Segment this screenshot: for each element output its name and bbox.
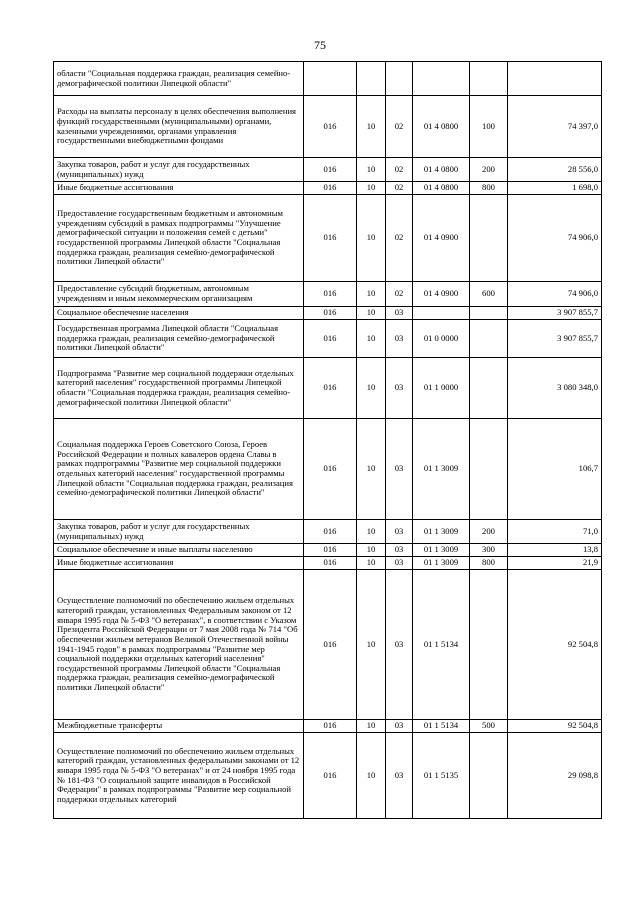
row-expense-type-code: 800 xyxy=(470,182,508,195)
row-target-article-code: 01 1 3009 xyxy=(413,544,470,557)
row-department-code: 016 xyxy=(304,544,357,557)
row-expense-type-code: 200 xyxy=(470,520,508,544)
table-row xyxy=(54,733,602,819)
row-expense-type-code xyxy=(470,419,508,520)
row-target-article-code: 01 4 0900 xyxy=(413,195,470,282)
row-section-code: 10 xyxy=(357,544,386,557)
row-subsection-code: 03 xyxy=(386,307,413,320)
row-amount: 13,8 xyxy=(508,544,602,557)
row-description: Расходы на выплаты персоналу в целях обеспечения выполнения функций государственными (муниципальными) органами, казенными учреждениями, органами управления государственными внебюджетными фондами xyxy=(54,96,304,158)
row-subsection-code: 03 xyxy=(386,358,413,419)
row-subsection-code: 03 xyxy=(386,733,413,819)
row-amount: 92 504,8 xyxy=(508,570,602,720)
row-expense-type-code xyxy=(470,62,508,96)
row-section-code: 10 xyxy=(357,570,386,720)
row-target-article-code: 01 1 5134 xyxy=(413,570,470,720)
row-amount: 1 698,0 xyxy=(508,182,602,195)
row-amount: 74 906,0 xyxy=(508,282,602,307)
row-expense-type-code: 300 xyxy=(470,544,508,557)
row-expense-type-code xyxy=(470,195,508,282)
row-target-article-code: 01 0 0000 xyxy=(413,320,470,358)
row-amount: 21,9 xyxy=(508,557,602,570)
row-section-code: 10 xyxy=(357,419,386,520)
table-row xyxy=(54,419,602,520)
row-department-code: 016 xyxy=(304,320,357,358)
row-target-article-code: 01 4 0900 xyxy=(413,282,470,307)
row-description: Осуществление полномочий по обеспечению жильем отдельных категорий граждан, установленных Федеральным законом от 12 января 1995 года № 5-ФЗ "О ветеранах", в соответствии с Указом Президента Российской Федерации от 7 мая 2008 года № 714 "Об обеспечении жильем ветеранов Великой Отечественной войны 1941-1945 годов" в рамках подпрограммы "Развитие мер социальной поддержки отдельных категорий населения" государственной программы Липецкой области "Социальная поддержка граждан, реализация семейно-демографической политики Липецкой области" xyxy=(54,570,304,720)
row-section-code: 10 xyxy=(357,282,386,307)
row-description: Государственная программа Липецкой области "Социальная поддержка граждан, реализация семейно-демографической политики Липецкой области" xyxy=(54,320,304,358)
row-amount: 92 504,8 xyxy=(508,720,602,733)
table-row xyxy=(54,158,602,182)
row-target-article-code: 01 1 5135 xyxy=(413,733,470,819)
row-department-code: 016 xyxy=(304,307,357,320)
row-description: Иные бюджетные ассигнования xyxy=(54,182,304,195)
row-section-code: 10 xyxy=(357,96,386,158)
row-department-code: 016 xyxy=(304,570,357,720)
table-row xyxy=(54,320,602,358)
row-department-code xyxy=(304,62,357,96)
row-section-code: 10 xyxy=(357,557,386,570)
row-expense-type-code: 100 xyxy=(470,96,508,158)
row-description: Закупка товаров, работ и услуг для государственных (муниципальных) нужд xyxy=(54,520,304,544)
row-description: Закупка товаров, работ и услуг для государственных (муниципальных) нужд xyxy=(54,158,304,182)
row-target-article-code: 01 1 3009 xyxy=(413,419,470,520)
row-description: области "Социальная поддержка граждан, реализация семейно-демографической политики Липецкой области" xyxy=(54,62,304,96)
budget-table xyxy=(53,61,602,819)
row-amount: 74 397,0 xyxy=(508,96,602,158)
row-subsection-code: 02 xyxy=(386,158,413,182)
row-department-code: 016 xyxy=(304,733,357,819)
row-expense-type-code xyxy=(470,733,508,819)
table-row xyxy=(54,62,602,96)
row-subsection-code xyxy=(386,62,413,96)
row-department-code: 016 xyxy=(304,182,357,195)
row-section-code: 10 xyxy=(357,195,386,282)
row-subsection-code: 03 xyxy=(386,720,413,733)
row-section-code xyxy=(357,62,386,96)
row-amount xyxy=(508,62,602,96)
table-row xyxy=(54,720,602,733)
row-subsection-code: 02 xyxy=(386,282,413,307)
row-department-code: 016 xyxy=(304,419,357,520)
row-description: Межбюджетные трансферты xyxy=(54,720,304,733)
row-target-article-code xyxy=(413,307,470,320)
table-row xyxy=(54,570,602,720)
row-amount: 3 907 855,7 xyxy=(508,320,602,358)
row-expense-type-code: 500 xyxy=(470,720,508,733)
row-section-code: 10 xyxy=(357,720,386,733)
row-section-code: 10 xyxy=(357,320,386,358)
row-subsection-code: 03 xyxy=(386,557,413,570)
table-row xyxy=(54,544,602,557)
row-department-code: 016 xyxy=(304,282,357,307)
row-description: Осуществление полномочий по обеспечению жильем отдельных категорий граждан, установленных федеральными законами от 12 января 1995 года № 5-ФЗ "О ветеранах" и от 24 ноября 1995 года № 181-ФЗ "О социальной защите инвалидов в Российской Федерации" в рамках подпрограммы "Развитие мер социальной поддержки отдельных категорий xyxy=(54,733,304,819)
row-target-article-code: 01 1 0000 xyxy=(413,358,470,419)
row-amount: 3 080 348,0 xyxy=(508,358,602,419)
row-target-article-code: 01 1 5134 xyxy=(413,720,470,733)
row-expense-type-code xyxy=(470,358,508,419)
row-department-code: 016 xyxy=(304,358,357,419)
row-department-code: 016 xyxy=(304,557,357,570)
row-expense-type-code xyxy=(470,307,508,320)
row-target-article-code: 01 1 3009 xyxy=(413,520,470,544)
row-amount: 71,0 xyxy=(508,520,602,544)
row-expense-type-code: 200 xyxy=(470,158,508,182)
row-description: Предоставление государственным бюджетным и автономным учреждениям субсидий в рамках подпрограммы "Улучшение демографической ситуации и положения семей с детьми" государственной программы Липецкой области "Социальная поддержка граждан, реализация семейно-демографической политики Липецкой области" xyxy=(54,195,304,282)
row-amount: 3 907 855,7 xyxy=(508,307,602,320)
table-row xyxy=(54,557,602,570)
row-expense-type-code xyxy=(470,570,508,720)
table-body xyxy=(54,62,602,819)
table-row xyxy=(54,307,602,320)
table-row xyxy=(54,358,602,419)
row-description: Иные бюджетные ассигнования xyxy=(54,557,304,570)
row-subsection-code: 03 xyxy=(386,419,413,520)
row-description: Социальное обеспечение и иные выплаты населению xyxy=(54,544,304,557)
row-section-code: 10 xyxy=(357,358,386,419)
row-amount: 74 906,0 xyxy=(508,195,602,282)
table-row xyxy=(54,96,602,158)
row-expense-type-code: 800 xyxy=(470,557,508,570)
row-description: Социальная поддержка Героев Советского Союза, Героев Российской Федерации и полных кавалеров ордена Славы в рамках подпрограммы "Развитие мер социальной поддержки отдельных категорий населения" государственной программы Липецкой области "Социальная поддержка граждан, реализация семейно-демографической политики Липецкой области" xyxy=(54,419,304,520)
row-subsection-code: 03 xyxy=(386,570,413,720)
row-description: Подпрограмма "Развитие мер социальной поддержки отдельных категорий населения" государственной программы Липецкой области "Социальная поддержка граждан, реализация семейно-демографической политики Липецкой области" xyxy=(54,358,304,419)
row-amount: 29 098,8 xyxy=(508,733,602,819)
row-target-article-code: 01 4 0800 xyxy=(413,96,470,158)
row-department-code: 016 xyxy=(304,520,357,544)
row-subsection-code: 02 xyxy=(386,195,413,282)
row-subsection-code: 02 xyxy=(386,182,413,195)
row-section-code: 10 xyxy=(357,733,386,819)
table-row xyxy=(54,195,602,282)
row-amount: 28 556,0 xyxy=(508,158,602,182)
row-subsection-code: 03 xyxy=(386,320,413,358)
row-department-code: 016 xyxy=(304,195,357,282)
row-section-code: 10 xyxy=(357,182,386,195)
row-description: Предоставление субсидий бюджетным, автономным учреждениям и иным некоммерческим организациям xyxy=(54,282,304,307)
row-section-code: 10 xyxy=(357,307,386,320)
row-target-article-code: 01 4 0800 xyxy=(413,158,470,182)
row-section-code: 10 xyxy=(357,520,386,544)
table-row xyxy=(54,520,602,544)
row-section-code: 10 xyxy=(357,158,386,182)
row-amount: 106,7 xyxy=(508,419,602,520)
table-row xyxy=(54,182,602,195)
row-description: Социальное обеспечение населения xyxy=(54,307,304,320)
row-department-code: 016 xyxy=(304,720,357,733)
row-subsection-code: 02 xyxy=(386,96,413,158)
table-row xyxy=(54,282,602,307)
row-expense-type-code xyxy=(470,320,508,358)
row-target-article-code: 01 1 3009 xyxy=(413,557,470,570)
page-number: 75 xyxy=(314,38,326,52)
row-department-code: 016 xyxy=(304,96,357,158)
row-subsection-code: 03 xyxy=(386,544,413,557)
row-department-code: 016 xyxy=(304,158,357,182)
row-target-article-code: 01 4 0800 xyxy=(413,182,470,195)
row-expense-type-code: 600 xyxy=(470,282,508,307)
row-subsection-code: 03 xyxy=(386,520,413,544)
row-target-article-code xyxy=(413,62,470,96)
